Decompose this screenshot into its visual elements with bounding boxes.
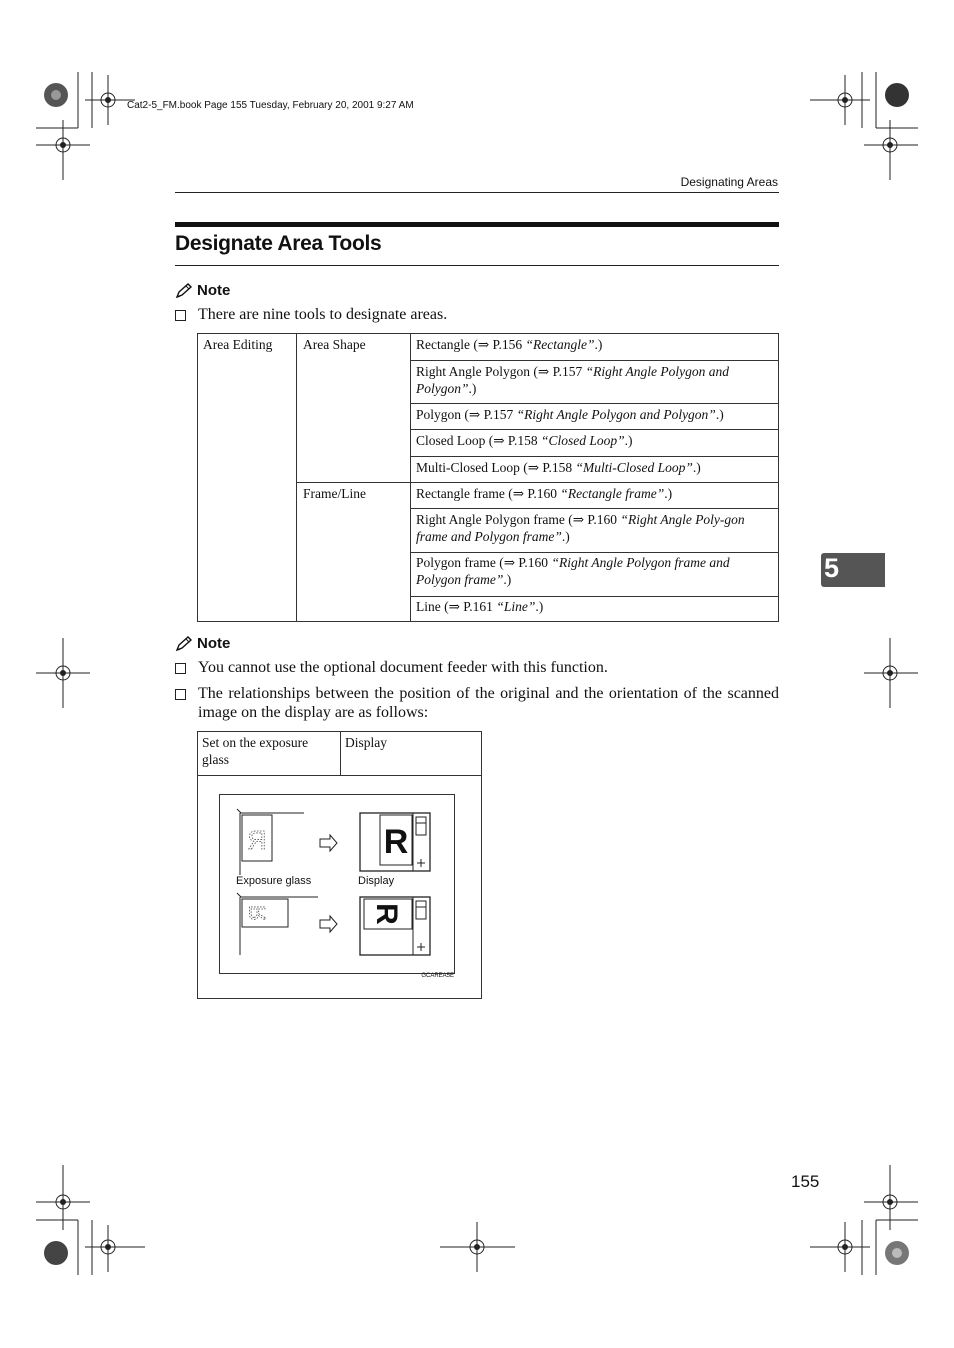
figure-code: GCAREA5E bbox=[421, 973, 454, 979]
note-heading bbox=[175, 282, 230, 299]
orientation-figure bbox=[219, 794, 455, 979]
table-cell-tool: Closed Loop (⇒ P.158 “Closed Loop”.) bbox=[416, 433, 633, 448]
checkbox-bullet-icon bbox=[175, 663, 186, 674]
table-cell-tool: Right Angle Polygon frame (⇒ P.160 “Right Angle Poly-gon frame and Polygon frame”.) bbox=[416, 512, 745, 544]
table-cell-group: Area Shape bbox=[303, 337, 366, 352]
checkbox-bullet-icon bbox=[175, 310, 186, 321]
table-cell-tool: Right Angle Polygon (⇒ P.157 “Right Angle Polygon and Polygon”.) bbox=[416, 364, 729, 396]
table-cell-tool: Rectangle (⇒ P.156 “Rectangle”.) bbox=[416, 337, 603, 352]
note-heading bbox=[175, 635, 230, 652]
svg-text:R: R bbox=[383, 823, 409, 861]
section-title: Designate Area Tools bbox=[175, 232, 382, 255]
note-item-text: The relationships between the position of the original and the orientation of the scanned image on the display are as follows: bbox=[198, 685, 779, 721]
title-bar bbox=[175, 222, 779, 227]
label-exposure-glass: Exposure glass bbox=[236, 875, 312, 887]
note-item bbox=[175, 305, 779, 324]
pencil-icon bbox=[175, 283, 193, 299]
title-rule bbox=[175, 265, 779, 266]
note-label: Note bbox=[197, 635, 231, 652]
note-label: Note bbox=[197, 282, 231, 299]
table-cell-tool: Multi-Closed Loop (⇒ P.158 “Multi-Closed Loop”.) bbox=[416, 460, 701, 475]
table-cell-group: Frame/Line bbox=[303, 486, 366, 501]
svg-text:R: R bbox=[245, 905, 270, 921]
table-cell-tool: Polygon (⇒ P.157 “Right Angle Polygon and Polygon”.) bbox=[416, 407, 724, 422]
orientation-header-right: Display bbox=[345, 735, 387, 750]
table-cell-tool: Polygon frame (⇒ P.160 “Right Angle Polygon frame and Polygon frame”.) bbox=[416, 555, 730, 587]
orientation-table bbox=[197, 731, 482, 999]
table-cell-tool: Line (⇒ P.161 “Line”.) bbox=[416, 599, 544, 614]
orientation-header-left: Set on the exposure glass bbox=[202, 735, 309, 767]
table-cell-area-editing: Area Editing bbox=[203, 337, 273, 352]
print-info: Cat2-5_FM.book Page 155 Tuesday, February 20, 2001 9:27 AM bbox=[127, 100, 414, 111]
note-item bbox=[175, 658, 779, 677]
note-item-text: You cannot use the optional document feeder with this function. bbox=[198, 659, 608, 676]
svg-text:R: R bbox=[370, 903, 403, 925]
running-head: Designating Areas bbox=[680, 175, 778, 189]
area-tools-table bbox=[197, 333, 779, 622]
svg-text:R: R bbox=[247, 825, 267, 855]
note-item bbox=[175, 684, 779, 722]
page-number: 155 bbox=[791, 1172, 820, 1191]
label-display: Display bbox=[358, 875, 395, 887]
table-cell-tool: Rectangle frame (⇒ P.160 “Rectangle frame”.) bbox=[416, 486, 673, 501]
checkbox-bullet-icon bbox=[175, 689, 186, 700]
chapter-number: 5 bbox=[824, 553, 840, 583]
note-item-text: There are nine tools to designate areas. bbox=[198, 306, 448, 323]
pencil-icon bbox=[175, 636, 193, 652]
header-rule bbox=[175, 192, 779, 193]
